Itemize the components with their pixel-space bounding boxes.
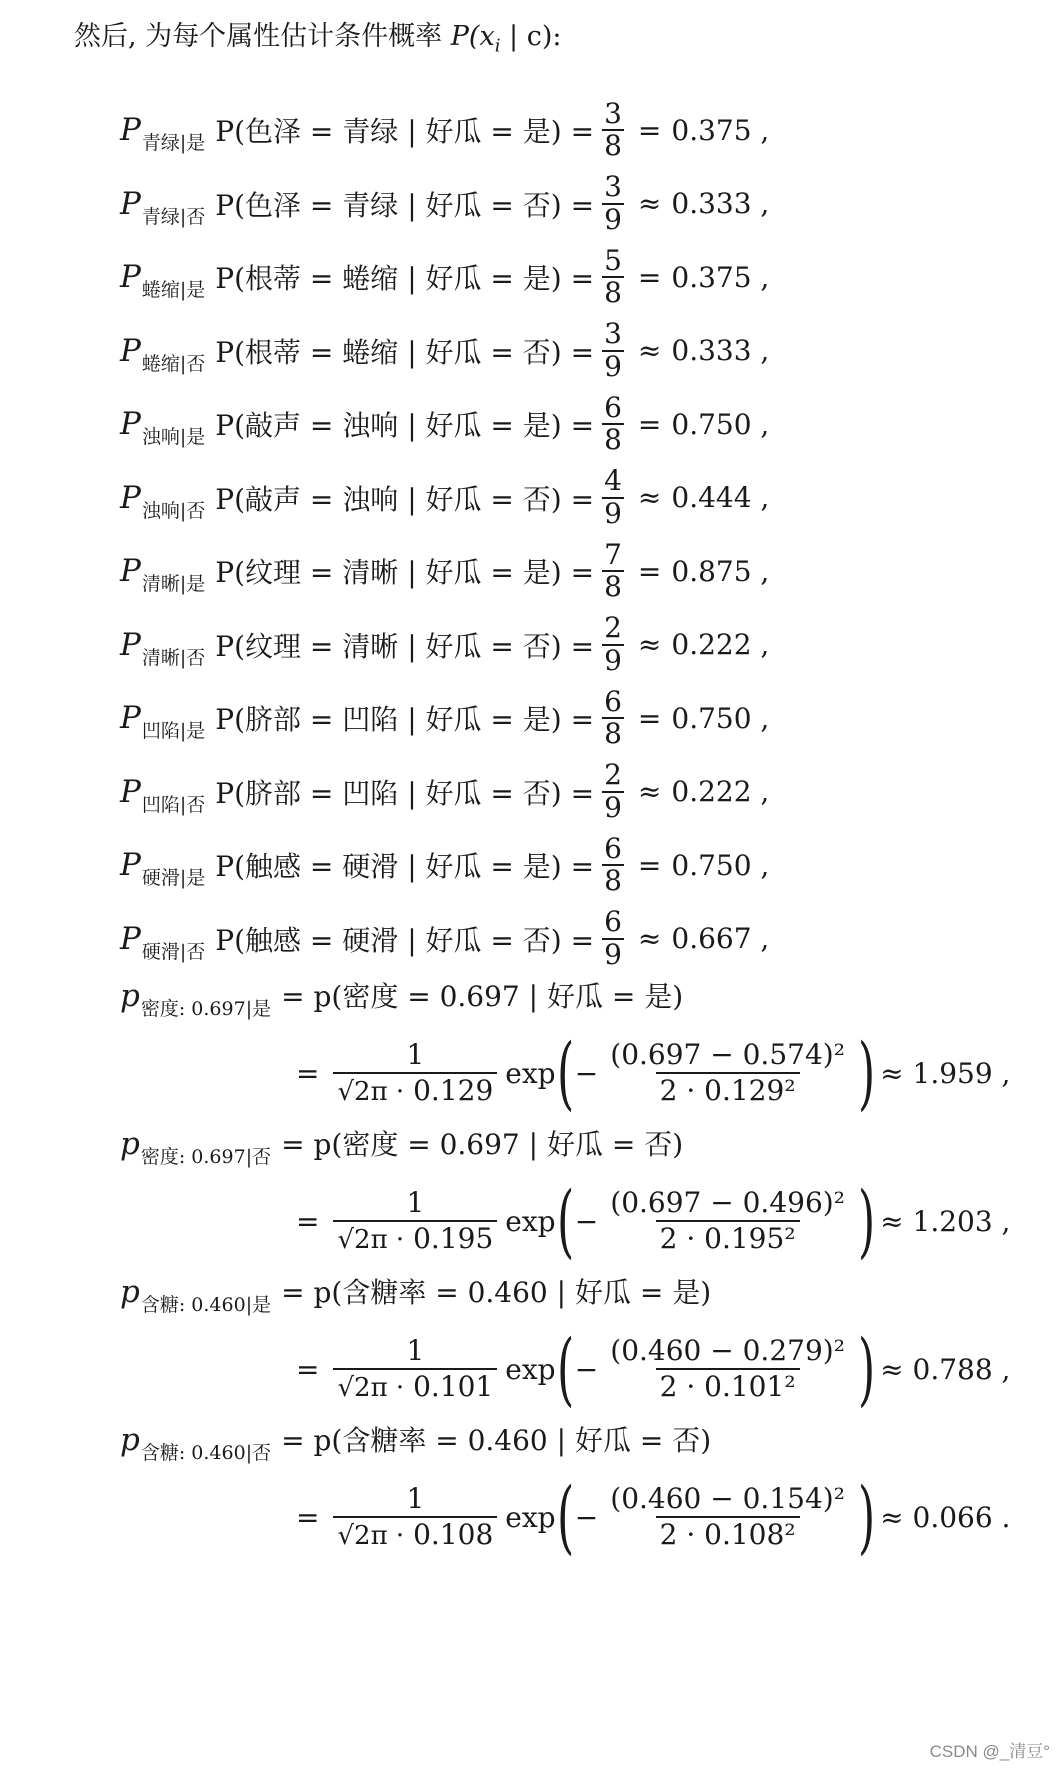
equation-row xyxy=(120,603,769,687)
density-expression: = p(密度 = 0.697 | 好瓜 = 否) xyxy=(281,1128,684,1161)
probability-symbol xyxy=(120,626,206,669)
right-paren: ) xyxy=(857,1322,876,1415)
symbol-P: P xyxy=(120,553,141,589)
normalizer-numerator: 1 xyxy=(406,1186,425,1220)
probability-symbol xyxy=(120,773,206,816)
fraction xyxy=(602,319,624,381)
density-subscript: 密度: 0.697|否 xyxy=(140,1146,272,1168)
probability-symbol xyxy=(120,406,206,448)
equation-expression: P(纹理 = 清晰 | 好瓜 = 否) = xyxy=(215,629,595,663)
symbol-subscript: 浊响|是 xyxy=(141,426,206,448)
normalizer-fraction xyxy=(333,1334,497,1404)
equation-expression: P(脐部 = 凹陷 | 好瓜 = 是) = xyxy=(215,703,595,736)
equation-row xyxy=(120,750,769,834)
density-definition xyxy=(120,1271,711,1319)
equation-row xyxy=(120,235,769,319)
symbol-P: P xyxy=(120,920,141,957)
fraction xyxy=(602,831,624,897)
fraction xyxy=(602,96,624,162)
fraction-denominator: 9 xyxy=(604,349,622,383)
normalizer-denominator xyxy=(333,1516,497,1552)
gaussian-formula xyxy=(290,1469,1010,1565)
fraction-denominator: 9 xyxy=(604,790,622,824)
probability-value: 0.333 , xyxy=(671,187,770,220)
density-definition xyxy=(120,1123,683,1171)
sigma-value: 0.129 xyxy=(413,1073,494,1107)
fraction-numerator: 5 xyxy=(604,243,622,277)
density-value: ≈ 0.788 , xyxy=(880,1352,1011,1386)
symbol-subscript: 硬滑|是 xyxy=(141,867,206,889)
relation-symbol: ≈ xyxy=(637,628,662,661)
symbol-subscript: 蜷缩|否 xyxy=(141,352,206,375)
relation-symbol: = xyxy=(637,113,662,147)
exponent-fraction xyxy=(606,1482,849,1551)
normalizer-numerator: 1 xyxy=(406,1038,425,1072)
probability-value: 0.444 , xyxy=(671,481,770,514)
exponent-denominator: 2 · 0.129² xyxy=(656,1072,800,1108)
normalizer-denominator xyxy=(333,1368,497,1404)
right-paren: ) xyxy=(857,1174,876,1267)
fraction-denominator: 9 xyxy=(604,202,622,236)
equation-expression: P(敲声 = 浊响 | 好瓜 = 是) = xyxy=(215,409,595,442)
probability-symbol xyxy=(120,920,206,963)
equation-expression: P(色泽 = 青绿 | 好瓜 = 是) = xyxy=(215,115,595,148)
fraction-denominator: 8 xyxy=(604,717,622,750)
probability-symbol xyxy=(120,700,206,742)
relation-symbol: ≈ xyxy=(637,922,662,955)
fraction-numerator: 6 xyxy=(604,390,622,424)
normalizer-denominator xyxy=(333,1220,497,1256)
intro-formula-end: | c): xyxy=(500,21,562,52)
probability-value: 0.875 , xyxy=(671,554,770,588)
equation-expression: P(触感 = 硬滑 | 好瓜 = 否) = xyxy=(215,923,595,957)
symbol-subscript: 浊响|否 xyxy=(141,499,206,522)
density-value: ≈ 0.066 . xyxy=(880,1500,1011,1534)
symbol-p: p xyxy=(120,978,140,1014)
fraction xyxy=(602,243,624,309)
equation-row xyxy=(120,823,769,907)
symbol-P: P xyxy=(120,479,141,516)
symbol-P: P xyxy=(120,259,141,295)
normalizer-numerator: 1 xyxy=(406,1334,425,1368)
equation-row xyxy=(120,88,769,172)
equation-row xyxy=(120,676,769,760)
fraction xyxy=(602,390,624,456)
watermark: CSDN @_清豆° xyxy=(929,1742,1050,1761)
normalizer-fraction xyxy=(333,1186,497,1256)
relation-symbol: ≈ xyxy=(637,481,662,514)
relation-symbol: = xyxy=(637,848,662,882)
fraction xyxy=(602,537,624,603)
symbol-P: P xyxy=(120,185,141,222)
sqrt-term: √2π · xyxy=(337,1520,405,1551)
gaussian-formula xyxy=(290,1173,1010,1269)
minus-sign: − xyxy=(574,1204,599,1238)
fraction-denominator: 8 xyxy=(604,129,622,162)
intro-text: 然后, 为每个属性估计条件概率 xyxy=(74,21,443,52)
fraction xyxy=(602,613,624,675)
symbol-P: P xyxy=(120,406,141,442)
probability-symbol xyxy=(120,259,206,301)
relation-symbol: = xyxy=(637,701,662,735)
relation-symbol: ≈ xyxy=(637,187,662,220)
exp-function: exp xyxy=(505,1500,556,1534)
minus-sign: − xyxy=(574,1352,599,1386)
relation-symbol: = xyxy=(637,554,662,588)
equation-row xyxy=(120,162,769,246)
equation-expression: P(脐部 = 凹陷 | 好瓜 = 否) = xyxy=(215,776,595,810)
sigma-value: 0.108 xyxy=(413,1517,494,1551)
fraction xyxy=(602,907,624,969)
left-paren: ( xyxy=(556,1470,574,1563)
left-paren: ( xyxy=(556,1026,574,1119)
fraction-numerator: 7 xyxy=(604,537,622,571)
probability-value: 0.750 , xyxy=(671,407,770,441)
probability-value: 0.667 , xyxy=(671,922,770,955)
fraction-numerator: 6 xyxy=(604,684,622,718)
minus-sign: − xyxy=(574,1500,599,1534)
left-paren: ( xyxy=(556,1322,574,1415)
symbol-subscript: 清晰|是 xyxy=(141,573,206,595)
symbol-P: P xyxy=(120,773,141,810)
equation-row xyxy=(120,529,769,613)
fraction-denominator: 8 xyxy=(604,276,622,309)
equation-expression: P(触感 = 硬滑 | 好瓜 = 是) = xyxy=(215,850,595,883)
fraction-numerator: 2 xyxy=(604,758,622,792)
density-expression: = p(密度 = 0.697 | 好瓜 = 是) xyxy=(281,980,684,1013)
symbol-P: P xyxy=(120,112,141,148)
density-definition xyxy=(120,1419,711,1467)
equation-expression: P(根蒂 = 蜷缩 | 好瓜 = 是) = xyxy=(215,262,595,295)
equation-expression: P(纹理 = 清晰 | 好瓜 = 是) = xyxy=(215,556,595,589)
symbol-P: P xyxy=(120,332,141,369)
exponent-fraction xyxy=(606,1038,849,1107)
sigma-value: 0.101 xyxy=(413,1369,494,1403)
exponent-denominator: 2 · 0.108² xyxy=(656,1516,800,1552)
equals-sign: = xyxy=(296,1056,320,1090)
symbol-subscript: 凹陷|是 xyxy=(141,720,206,742)
relation-symbol: ≈ xyxy=(637,775,662,808)
symbol-p: p xyxy=(120,1422,140,1458)
probability-value: 0.750 , xyxy=(671,701,770,735)
symbol-subscript: 清晰|否 xyxy=(141,646,206,669)
fraction xyxy=(602,684,624,750)
density-value: ≈ 1.959 , xyxy=(880,1056,1011,1090)
fraction-denominator: 8 xyxy=(604,570,622,603)
equals-sign: = xyxy=(296,1352,320,1386)
exponent-numerator: (0.460 − 0.279)² xyxy=(610,1334,845,1368)
normalizer-numerator: 1 xyxy=(406,1482,425,1516)
fraction xyxy=(602,466,624,528)
relation-symbol: ≈ xyxy=(637,334,662,367)
left-paren: ( xyxy=(556,1174,574,1267)
density-value: ≈ 1.203 , xyxy=(880,1204,1011,1238)
probability-symbol xyxy=(120,553,206,595)
density-definition xyxy=(120,975,683,1023)
probability-symbol xyxy=(120,185,206,228)
symbol-subscript: 青绿|是 xyxy=(141,132,206,154)
symbol-P: P xyxy=(120,626,141,663)
symbol-subscript: 蜷缩|是 xyxy=(141,279,206,301)
fraction xyxy=(602,760,624,822)
relation-symbol: = xyxy=(637,407,662,441)
equation-expression: P(根蒂 = 蜷缩 | 好瓜 = 否) = xyxy=(215,335,595,369)
exp-function: exp xyxy=(505,1352,556,1386)
symbol-subscript: 凹陷|否 xyxy=(141,793,206,816)
exponent-numerator: (0.697 − 0.574)² xyxy=(610,1038,845,1072)
sigma-value: 0.195 xyxy=(413,1221,494,1255)
equation-row xyxy=(120,309,769,393)
probability-symbol xyxy=(120,479,206,522)
fraction xyxy=(602,172,624,234)
fraction-numerator: 3 xyxy=(604,170,622,204)
exponent-fraction xyxy=(606,1186,849,1255)
right-paren: ) xyxy=(857,1026,876,1119)
fraction-denominator: 9 xyxy=(604,496,622,530)
exponent-denominator: 2 · 0.195² xyxy=(656,1220,800,1256)
density-subscript: 密度: 0.697|是 xyxy=(140,998,272,1020)
fraction-numerator: 3 xyxy=(604,96,622,130)
equation-expression: P(色泽 = 青绿 | 好瓜 = 否) = xyxy=(215,188,595,222)
exponent-fraction xyxy=(606,1334,849,1403)
gaussian-formula xyxy=(290,1321,1010,1417)
symbol-p: p xyxy=(120,1126,140,1162)
density-expression: = p(含糖率 = 0.460 | 好瓜 = 是) xyxy=(281,1276,712,1309)
symbol-subscript: 硬滑|否 xyxy=(141,940,206,963)
probability-value: 0.375 , xyxy=(671,113,770,147)
fraction-denominator: 8 xyxy=(604,423,622,456)
fraction-denominator: 8 xyxy=(604,864,622,897)
relation-symbol: = xyxy=(637,260,662,294)
equation-row xyxy=(120,456,769,540)
fraction-numerator: 4 xyxy=(604,464,622,498)
exp-function: exp xyxy=(505,1056,556,1090)
fraction-numerator: 2 xyxy=(604,611,622,645)
sqrt-term: √2π · xyxy=(337,1076,405,1107)
fraction-numerator: 3 xyxy=(604,317,622,351)
equation-row xyxy=(120,382,769,466)
intro-formula-sub: i xyxy=(494,35,501,57)
fraction-numerator: 6 xyxy=(604,831,622,865)
density-subscript: 含糖: 0.460|是 xyxy=(140,1294,272,1316)
probability-value: 0.750 , xyxy=(671,848,770,882)
normalizer-fraction xyxy=(333,1482,497,1552)
intro-formula: P(x xyxy=(450,21,495,52)
probability-symbol xyxy=(120,847,206,889)
fraction-denominator: 9 xyxy=(604,643,622,677)
exponent-denominator: 2 · 0.101² xyxy=(656,1368,800,1404)
probability-value: 0.222 , xyxy=(671,628,770,661)
symbol-P: P xyxy=(120,700,141,736)
symbol-p: p xyxy=(120,1274,140,1310)
probability-value: 0.222 , xyxy=(671,775,770,808)
symbol-subscript: 青绿|否 xyxy=(141,205,206,228)
sqrt-term: √2π · xyxy=(337,1372,405,1403)
probability-value: 0.375 , xyxy=(671,260,770,294)
normalizer-fraction xyxy=(333,1038,497,1108)
fraction-denominator: 9 xyxy=(604,937,622,971)
symbol-P: P xyxy=(120,847,141,883)
density-subscript: 含糖: 0.460|否 xyxy=(140,1442,272,1464)
intro-line xyxy=(74,14,561,56)
right-paren: ) xyxy=(857,1470,876,1563)
fraction-numerator: 6 xyxy=(604,905,622,939)
probability-symbol xyxy=(120,332,206,375)
probability-value: 0.333 , xyxy=(671,334,770,367)
probability-symbol xyxy=(120,112,206,154)
exp-function: exp xyxy=(505,1204,556,1238)
density-expression: = p(含糖率 = 0.460 | 好瓜 = 否) xyxy=(281,1424,712,1457)
minus-sign: − xyxy=(574,1056,599,1090)
equals-sign: = xyxy=(296,1204,320,1238)
equals-sign: = xyxy=(296,1500,320,1534)
exponent-numerator: (0.697 − 0.496)² xyxy=(610,1186,845,1220)
gaussian-formula xyxy=(290,1025,1010,1121)
normalizer-denominator xyxy=(333,1072,497,1108)
exponent-numerator: (0.460 − 0.154)² xyxy=(610,1482,845,1516)
equation-row xyxy=(120,897,769,981)
sqrt-term: √2π · xyxy=(337,1224,405,1255)
equation-expression: P(敲声 = 浊响 | 好瓜 = 否) = xyxy=(215,482,595,516)
